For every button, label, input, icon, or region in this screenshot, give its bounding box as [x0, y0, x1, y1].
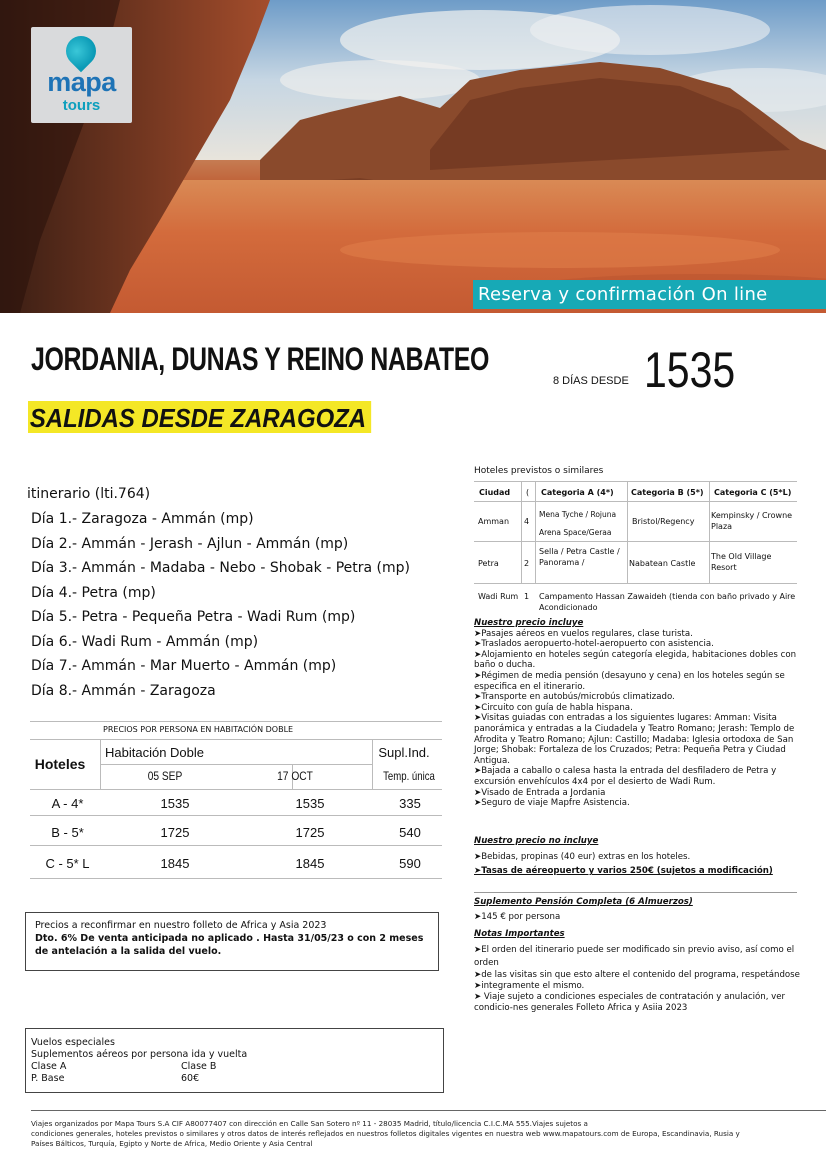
hotel-a: Sella / Petra Castle / Panorama / — [539, 547, 620, 567]
price-cat: A - 4* — [51, 796, 84, 811]
includes-item: ➤Visitas guiadas con entradas a los siguientes lugares: Amman: Visita panorámica y entradas a la Ciudadela y Teatro Romano; Jerash: Templo de Afrodita y Teatro Romano; Ajlun: Castillo; Madaba: Iglesia ortodoxa de San Jorge; Shobak: Fortaleza de los Cruzados; Petra: Pequeña Petra y Ciudad Antigua. — [474, 713, 795, 766]
clase-a: Clase A — [31, 1061, 67, 1072]
table-vline — [372, 739, 373, 789]
prices-note-box — [25, 912, 439, 971]
clase-b: Clase B — [181, 1061, 217, 1072]
table-vline — [627, 481, 628, 583]
table-rule — [100, 764, 372, 765]
itinerary-day: Día 1.- Zaragoza - Ammán (mp) — [31, 511, 254, 527]
hotel-nights: 1 — [524, 592, 530, 601]
class-row — [31, 1061, 438, 1073]
itinerary-list — [31, 509, 410, 705]
pbase-value: 60€ — [181, 1073, 200, 1084]
table-rule — [30, 815, 442, 816]
includes-item: ➤Circuito con guía de habla hispana. — [474, 702, 633, 713]
includes-item: ➤Transporte en autobús/microbús climatizado. — [474, 692, 675, 703]
notes-item: ➤de las visitas sin que esto altere el contenido del programa, respetándose — [474, 969, 800, 980]
itinerary-day: Día 8.- Ammán - Zaragoza — [31, 682, 216, 699]
price-cat: B - 5* — [51, 825, 84, 840]
table-rule — [30, 789, 442, 790]
itinerary-day: Día 2.- Ammán - Jerash - Ajlun - Ammán (mp) — [31, 535, 349, 552]
hotel-city: Wadi Rum — [478, 592, 519, 601]
table-rule — [30, 845, 442, 846]
footer-line: Viajes organizados por Mapa Tours S.A CIF A80077407 con dirección en Calle San Sotero nº 11 - 28035 Madrid, título/licencia C.I.C.MA 555.Viajes sujetos a — [31, 1119, 588, 1128]
itinerary-heading: itinerario (lti.764) — [27, 486, 151, 502]
flights-supplement: Suplementos aéreos por persona ida y vuelta — [31, 1049, 248, 1060]
hotel-b: Nabatean Castle — [629, 559, 696, 568]
table-rule — [474, 481, 797, 482]
pension-heading: Suplemento Pensión Completa (6 Almuerzos) — [474, 897, 693, 907]
hotels-col-n: ( — [526, 488, 530, 497]
price-table-caption: PRECIOS POR PERSONA EN HABITACIÓN DOBLE — [103, 725, 294, 734]
hero-image — [0, 0, 826, 313]
pension-section — [474, 897, 809, 922]
section-divider — [474, 892, 797, 893]
excludes-section — [474, 836, 809, 877]
price-d2: 1845 — [295, 856, 325, 871]
hotels-table — [474, 481, 797, 613]
departures-heading: SALIDAS DESDE ZARAGOZA — [28, 401, 372, 433]
page-title: JORDANIA, DUNAS Y REINO NABATEO — [31, 341, 490, 377]
table-vline — [709, 481, 710, 583]
legal-footer — [31, 1110, 826, 1149]
col-hotels: Hoteles — [34, 756, 86, 772]
includes-item: ➤Traslados aeropuerto-hotel-aeropuerto con asistencia. — [474, 639, 714, 650]
hotels-caption: Hoteles previstos o similares — [474, 466, 604, 476]
table-rule — [30, 721, 442, 722]
date-oct: 17 OCT — [277, 769, 313, 783]
footer-line: Países Bálticos, Turquía, Egipto y Norte de Africa, Medio Oriente y Asia Central — [31, 1139, 313, 1148]
hotels-col-a: Categoria A (4*) — [541, 488, 614, 497]
hotel-b: Bristol/Regency — [632, 517, 695, 526]
mapa-tours-logo — [31, 27, 132, 123]
logo-drop-icon — [60, 30, 102, 72]
price-supl: 335 — [399, 796, 421, 811]
pension-item: ➤145 € por persona — [474, 911, 561, 922]
temp-unica: Temp. única — [383, 769, 435, 783]
base-row — [31, 1073, 438, 1085]
col-supl: Supl.Ind. — [378, 745, 430, 760]
price-d2: 1535 — [295, 796, 325, 811]
hotel-a2: Arena Space/Geraa — [539, 528, 612, 537]
price-table — [30, 721, 442, 881]
pbase-label: P. Base — [31, 1073, 65, 1084]
hotel-nights: 2 — [524, 559, 530, 568]
price-d2: 1725 — [295, 825, 325, 840]
hotel-a: Campamento Hassan Zawaideh (tienda con baño privado y Aire Acondicionado — [539, 592, 796, 612]
table-rule — [30, 878, 442, 879]
itinerary-day: Día 3.- Ammán - Madaba - Nebo - Shobak - Petra (mp) — [31, 560, 410, 576]
online-booking-banner[interactable]: Reserva y confirmación On line — [473, 280, 826, 309]
flights-title: Vuelos especiales — [31, 1037, 115, 1048]
includes-heading: Nuestro precio incluye — [474, 618, 584, 628]
includes-item: ➤Pasajes aéreos en vuelos regulares, clase turista. — [474, 628, 693, 639]
col-room: Habitación Doble — [105, 745, 205, 760]
excludes-heading: Nuestro precio no incluye — [474, 836, 599, 846]
hotel-c: The Old Village Resort — [711, 552, 772, 572]
table-rule — [474, 501, 797, 502]
hotel-city: Petra — [478, 559, 499, 568]
price-supl: 590 — [399, 856, 421, 871]
price-supl: 540 — [399, 825, 421, 840]
notes-item: ➤El orden del itinerario puede ser modificado sin previo aviso, así como el orden — [474, 944, 795, 968]
table-rule — [474, 541, 797, 542]
notes-item: ➤ Viaje sujeto a condiciones especiales de contratación y anulación, ver condicio-nes generales Folleto Africa y Asiia 2023 — [474, 991, 786, 1013]
flights-box — [25, 1028, 444, 1093]
hotel-city: Amman — [478, 517, 510, 526]
logo-text-mapa: mapa — [47, 67, 116, 97]
hotel-nights: 4 — [524, 517, 530, 526]
price-from: 1535 — [644, 342, 736, 398]
hotel-a: Mena Tyche / Rojuna — [539, 510, 617, 519]
includes-item: ➤Seguro de viaje Mapfre Asistencia. — [474, 798, 630, 809]
hotels-col-c: Categoria C (5*L) — [714, 488, 792, 497]
days-label: 8 DÍAS DESDE — [553, 375, 629, 387]
discount-note: Dto. 6% De venta anticipada no aplicado . Hasta 31/05/23 o con 2 meses de antelación a la salida del vuelo. — [35, 933, 424, 957]
excludes-item: ➤Tasas de aéreopuerto y varios 250€ (sujetos a modificación) — [474, 866, 773, 877]
price-cat: C - 5* L — [45, 856, 90, 871]
footer-line: condiciones generales, hoteles previstos o similares y otros datos de interés reflejados en nuestros folletos digitales vigentes en nuestra web www.mapatours.com de Europa, Escandinavia, Rusia y — [31, 1129, 740, 1138]
date-sep: 05 SEP — [147, 769, 183, 783]
itinerary-day: Día 7.- Ammán - Mar Muerto - Ammán (mp) — [31, 658, 337, 674]
logo-text-tours: tours — [62, 97, 101, 114]
includes-item: ➤Bajada a caballo o calesa hasta la entrada del desfiladero de Petra y excursión envehículos 4x4 por el desierto de Wadi Rum. — [474, 766, 777, 787]
includes-item: ➤Régimen de media pensión (desayuno y cena) en los hoteles según se especifica en el itinerario. — [474, 670, 785, 692]
includes-section — [474, 618, 809, 809]
table-rule — [30, 739, 442, 740]
includes-item: ➤Visado de Entrada a Jordania — [474, 787, 606, 798]
note-line: Precios a reconfirmar en nuestro folleto de Africa y Asia 2023 — [35, 920, 327, 931]
notes-heading: Notas Importantes — [474, 929, 565, 939]
includes-item: ➤Alojamiento en hoteles según categoría elegida, habitaciones dobles con baño o ducha. — [474, 649, 797, 671]
table-vline — [535, 481, 536, 583]
itinerary-day: Día 5.- Petra - Pequeña Petra - Wadi Rum (mp) — [31, 609, 356, 625]
table-vline — [100, 739, 101, 789]
hotel-c: Kempinsky / Crowne Plaza — [711, 511, 793, 531]
price-d1: 1725 — [160, 825, 190, 840]
table-vline — [521, 481, 522, 583]
excludes-item: ➤Bebidas, propinas (40 eur) extras en los hoteles. — [474, 851, 691, 862]
price-d1: 1535 — [160, 796, 190, 811]
notes-item: ➤integramente el mismo. — [474, 980, 585, 991]
notes-section — [474, 929, 809, 1014]
hotels-col-b: Categoria B (5*) — [631, 488, 704, 497]
hotels-col-city: Ciudad — [479, 488, 511, 497]
price-d1: 1845 — [160, 856, 190, 871]
table-rule — [474, 583, 797, 584]
itinerary-day: Día 4.- Petra (mp) — [31, 584, 156, 601]
itinerary-day: Día 6.- Wadi Rum - Ammán (mp) — [31, 633, 259, 650]
